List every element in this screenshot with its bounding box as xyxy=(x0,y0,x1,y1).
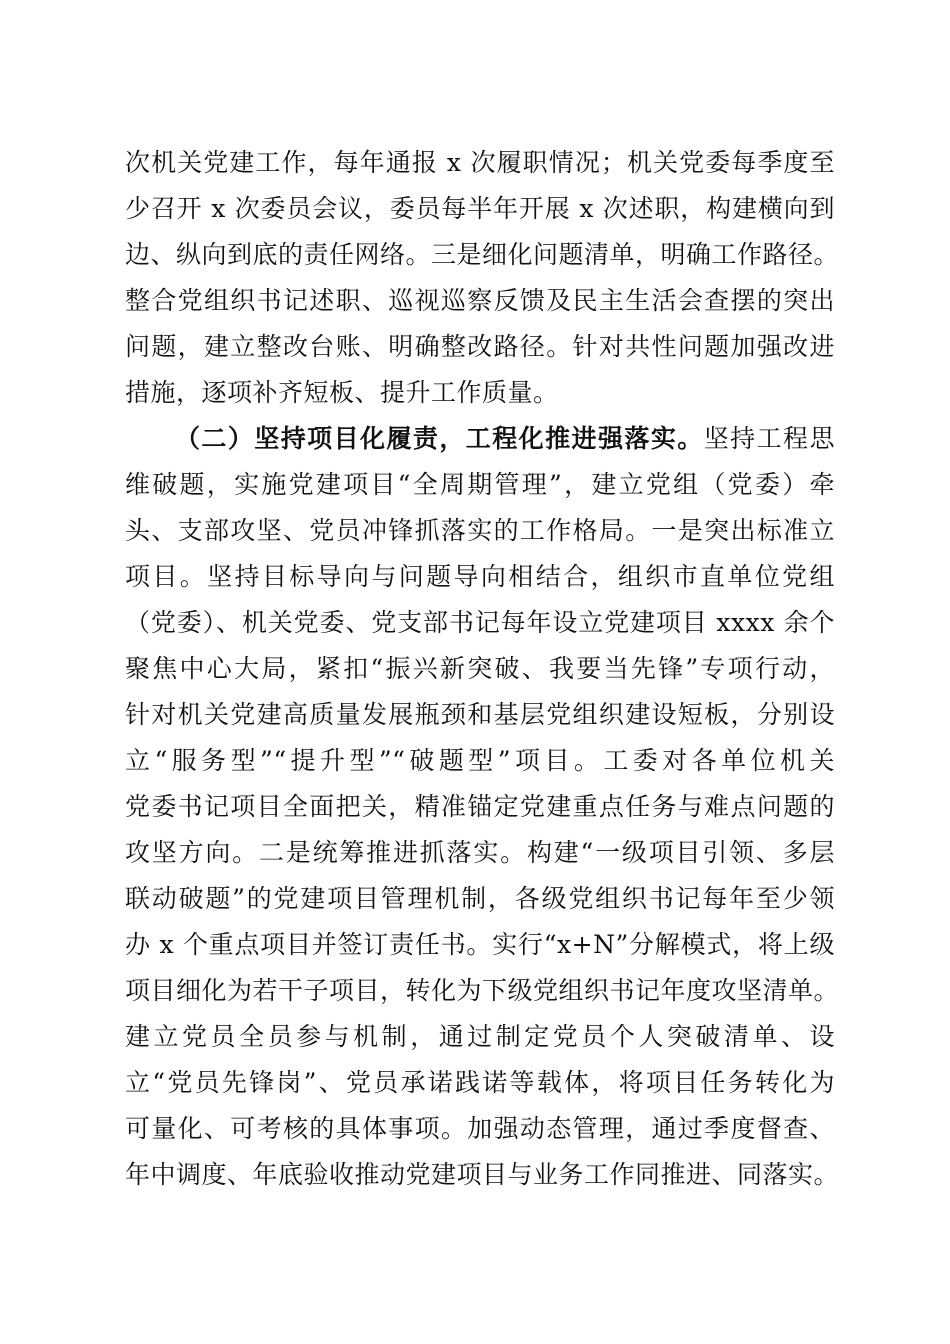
paragraph-line: 攻坚方向。二是统筹推进抓落实。构建“一级项目引领、多层 xyxy=(125,838,835,867)
paragraph-line: 边、纵向到底的责任网络。三是细化问题清单，明确工作路径。 xyxy=(125,240,840,269)
paragraph-line: 问题，建立整改台账、明确整改路径。针对共性问题加强改进 xyxy=(125,332,835,361)
paragraph-line: 聚焦中心大局，紧扣“振兴新突破、我要当先锋”专项行动， xyxy=(125,654,835,683)
paragraph-line: 办 x 个重点项目并签订责任书。实行“x+N”分解模式，将上级 xyxy=(125,930,835,959)
paragraph-line: 措施，逐项补齐短板、提升工作质量。 xyxy=(125,378,559,407)
section-heading-line xyxy=(175,416,835,462)
paragraph-line: 立“服务型”“提升型”“破题型”项目。工委对各单位机关 xyxy=(125,746,835,775)
paragraph-line: 项目细化为若干子项目，转化为下级党组织书记年度攻坚清单。 xyxy=(125,976,840,1005)
paragraph-line: 党委书记项目全面把关，精准锚定党建重点任务与难点问题的 xyxy=(125,792,835,821)
paragraph-line: 整合党组织书记述职、巡视巡察反馈及民主生活会查摆的突出 xyxy=(125,286,835,315)
paragraph-line: （党委）、机关党委、党支部书记每年设立党建项目 xxxx 余个 xyxy=(125,608,835,637)
paragraph-line: 次机关党建工作，每年通报 x 次履职情况；机关党委每季度至 xyxy=(125,148,835,177)
paragraph-line: 少召开 x 次委员会议，委员每半年开展 x 次述职，构建横向到 xyxy=(125,194,835,223)
paragraph-line: 建立党员全员参与机制，通过制定党员个人突破清单、设 xyxy=(125,1022,835,1051)
paragraph-line: 维破题，实施党建项目“全周期管理”，建立党组（党委）牵 xyxy=(125,470,835,499)
paragraph-text: 坚持工程思 xyxy=(703,424,835,453)
paragraph-line: 可量化、可考核的具体事项。加强动态管理，通过季度督查、 xyxy=(125,1114,835,1143)
section-heading: （二）坚持项目化履责，工程化推进强落实。 xyxy=(175,424,704,453)
paragraph-line: 头、支部攻坚、党员冲锋抓落实的工作格局。一是突出标准立 xyxy=(125,516,835,545)
paragraph-line: 针对机关党建高质量发展瓶颈和基层党组织建设短板，分别设 xyxy=(125,700,835,729)
paragraph-line: 项目。坚持目标导向与问题导向相结合，组织市直单位党组 xyxy=(125,562,835,591)
paragraph-line: 年中调度、年底验收推动党建项目与业务工作同推进、同落实。 xyxy=(125,1160,840,1189)
paragraph-line: 立“党员先锋岗”、党员承诺践诺等载体，将项目任务转化为 xyxy=(125,1068,835,1097)
paragraph-line: 联动破题”的党建项目管理机制，各级党组织书记每年至少领 xyxy=(125,884,835,913)
